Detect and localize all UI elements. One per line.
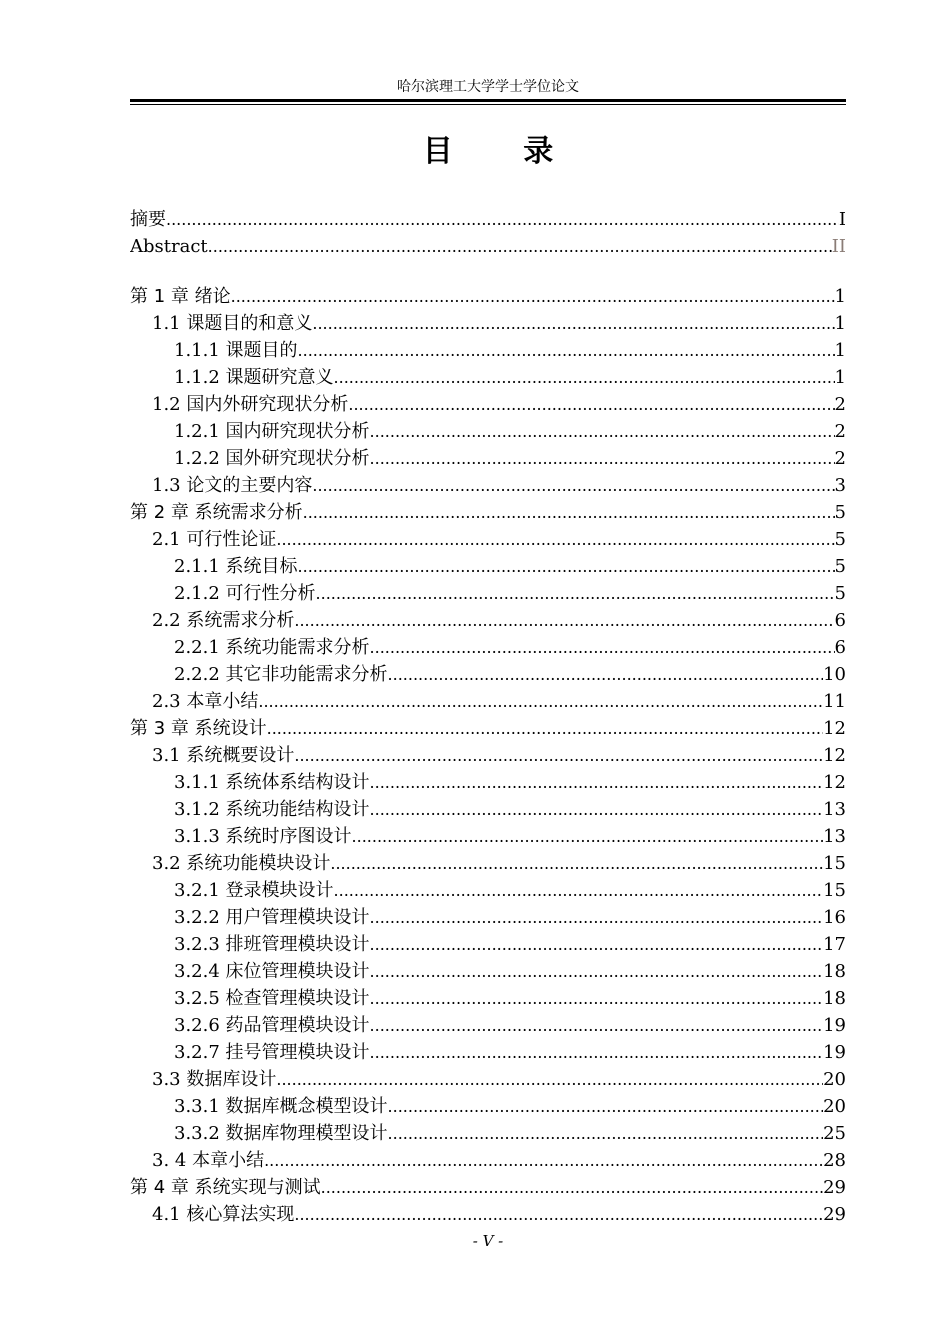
toc-entry-page-number: 1 [834, 367, 846, 388]
toc-dot-leader [334, 364, 835, 391]
toc-entry-page-number: 18 [823, 961, 846, 982]
toc-entry[interactable] [130, 661, 846, 688]
page-title: 目 录 [422, 134, 584, 169]
toc-dot-leader [370, 445, 835, 472]
toc-entry[interactable] [130, 796, 846, 823]
toc-entry[interactable] [130, 904, 846, 931]
toc-entry-page-number: 15 [823, 853, 846, 874]
toc-entry-label: 1.2.2 国外研究现状分析 [174, 448, 370, 469]
toc-entry-label: 2.2.2 其它非功能需求分析 [174, 664, 388, 685]
toc-entry[interactable] [130, 553, 846, 580]
toc-entry-page-number: 2 [834, 394, 846, 415]
toc-dot-leader [352, 823, 824, 850]
toc-entry-label: 4.1 核心算法实现 [152, 1204, 295, 1225]
toc-entry-page-number: 13 [823, 826, 846, 847]
toc-entry[interactable] [130, 634, 846, 661]
toc-entry-label: 3.1 系统概要设计 [152, 745, 295, 766]
toc-entry-page-number: 5 [834, 556, 846, 577]
toc-entry[interactable] [130, 1012, 846, 1039]
toc-entry-label: 第 1 章 绪论 [130, 286, 231, 307]
toc-dot-leader [370, 769, 824, 796]
toc-entry-label: 1.1.1 课题目的 [174, 340, 298, 361]
toc-entry-page-number: 5 [834, 502, 846, 523]
toc-entry-label: 2.1 可行性论证 [152, 529, 277, 550]
toc-dot-leader [370, 418, 835, 445]
toc-entry-label: 3.2.2 用户管理模块设计 [174, 907, 370, 928]
toc-entry-label: 2.3 本章小结 [152, 691, 259, 712]
toc-entry[interactable] [130, 283, 846, 310]
toc-entry-label: 3.1.1 系统体系结构设计 [174, 772, 370, 793]
toc-dot-leader [258, 688, 823, 715]
toc-entry[interactable] [130, 958, 846, 985]
toc-dot-leader [294, 1201, 823, 1228]
toc-entry-label: 1.1 课题目的和意义 [152, 313, 313, 334]
toc-entry[interactable] [130, 1147, 846, 1174]
toc-entry[interactable] [130, 580, 846, 607]
toc-entry-label: 3.3 数据库设计 [152, 1069, 277, 1090]
toc-entry-label: 第 2 章 系统需求分析 [130, 502, 303, 523]
toc-entry[interactable] [130, 364, 846, 391]
toc-dot-leader [312, 472, 834, 499]
toc-entry-page-number: 12 [823, 718, 846, 739]
toc-entry[interactable] [130, 1039, 846, 1066]
toc-entry-page-number: 25 [823, 1123, 846, 1144]
toc-entry-page-number: I [838, 209, 846, 230]
toc-dot-leader [330, 850, 823, 877]
toc-dot-leader [370, 958, 824, 985]
toc-dot-leader [388, 1093, 824, 1120]
toc-entry-page-number: 15 [823, 880, 846, 901]
toc-entry[interactable] [130, 823, 846, 850]
toc-entry-page-number: II [831, 236, 846, 257]
toc-entry-label: 1.1.2 课题研究意义 [174, 367, 334, 388]
toc-dot-leader [370, 985, 824, 1012]
toc-entry-label: 3.2.5 检查管理模块设计 [174, 988, 370, 1009]
table-of-contents [130, 206, 846, 1228]
toc-entry-page-number: 6 [834, 610, 846, 631]
toc-entry-page-number: 29 [823, 1204, 846, 1225]
toc-entry-page-number: 28 [823, 1150, 846, 1171]
toc-entry-label: 第 3 章 系统设计 [130, 718, 267, 739]
toc-entry[interactable] [130, 769, 846, 796]
toc-entry-label: 3.2.4 床位管理模块设计 [174, 961, 370, 982]
toc-dot-leader [321, 1174, 823, 1201]
toc-entry-label: 2.2.1 系统功能需求分析 [174, 637, 370, 658]
toc-entry[interactable] [130, 1201, 846, 1228]
toc-entry-page-number: 12 [823, 772, 846, 793]
running-header: 哈尔滨理工大学学士学位论文 [397, 79, 579, 95]
toc-dot-leader [370, 634, 835, 661]
toc-entry[interactable] [130, 1093, 846, 1120]
toc-dot-leader [370, 796, 824, 823]
header-rule-thin [130, 104, 846, 105]
toc-entry[interactable] [130, 931, 846, 958]
toc-dot-leader [294, 607, 834, 634]
toc-dot-leader [316, 580, 835, 607]
toc-entry-page-number: 3 [834, 475, 846, 496]
toc-dot-leader [303, 499, 835, 526]
toc-entry[interactable] [130, 688, 846, 715]
toc-entry[interactable] [130, 206, 846, 233]
toc-entry[interactable] [130, 310, 846, 337]
toc-dot-leader [370, 931, 824, 958]
toc-entry-page-number: 5 [834, 529, 846, 550]
toc-entry-label: 2.1.2 可行性分析 [174, 583, 316, 604]
toc-dot-leader [276, 1066, 823, 1093]
toc-entry[interactable] [130, 337, 846, 364]
toc-dot-leader [294, 742, 823, 769]
toc-dot-leader [166, 206, 839, 233]
toc-entry[interactable] [130, 607, 846, 634]
toc-entry-label: 3.1.2 系统功能结构设计 [174, 799, 370, 820]
toc-entry[interactable] [130, 877, 846, 904]
toc-entry[interactable] [130, 715, 846, 742]
toc-entry[interactable] [130, 472, 846, 499]
toc-entry-label: 3.2.1 登录模块设计 [174, 880, 334, 901]
toc-dot-leader [370, 1039, 824, 1066]
toc-dot-leader [208, 233, 832, 260]
toc-entry[interactable] [130, 985, 846, 1012]
toc-entry[interactable] [130, 233, 846, 260]
toc-dot-leader [298, 553, 835, 580]
toc-entry-page-number: 17 [823, 934, 846, 955]
toc-entry-label: 3.2.7 挂号管理模块设计 [174, 1042, 370, 1063]
toc-dot-leader [276, 526, 834, 553]
toc-entry[interactable] [130, 850, 846, 877]
toc-entry-page-number: 19 [823, 1015, 846, 1036]
toc-entry-page-number: 1 [834, 340, 846, 361]
toc-entry[interactable] [130, 1120, 846, 1147]
toc-entry-page-number: 20 [823, 1096, 846, 1117]
toc-entry-label: 3. 4 本章小结 [152, 1150, 265, 1171]
toc-entry-page-number: 2 [834, 421, 846, 442]
toc-entry-page-number: 13 [823, 799, 846, 820]
toc-entry[interactable] [130, 742, 846, 769]
toc-entry-page-number: 29 [823, 1177, 846, 1198]
toc-entry[interactable] [130, 418, 846, 445]
toc-entry-page-number: 16 [823, 907, 846, 928]
toc-entry-page-number: 18 [823, 988, 846, 1009]
toc-entry[interactable] [130, 526, 846, 553]
toc-entry-label: 第 4 章 系统实现与测试 [130, 1177, 321, 1198]
toc-entry-page-number: 19 [823, 1042, 846, 1063]
toc-entry-page-number: 6 [834, 637, 846, 658]
toc-entry-label: 2.2 系统需求分析 [152, 610, 295, 631]
toc-entry-page-number: 1 [834, 313, 846, 334]
toc-entry-label: 3.2.3 排班管理模块设计 [174, 934, 370, 955]
toc-dot-leader [370, 904, 824, 931]
toc-entry-label: 3.3.1 数据库概念模型设计 [174, 1096, 388, 1117]
toc-entry[interactable] [130, 445, 846, 472]
toc-entry-page-number: 10 [823, 664, 846, 685]
toc-entry[interactable] [130, 1174, 846, 1201]
toc-dot-leader [334, 877, 824, 904]
toc-dot-leader [231, 283, 835, 310]
toc-entry-page-number: 1 [834, 286, 846, 307]
toc-entry[interactable] [130, 1066, 846, 1093]
toc-dot-leader [298, 337, 835, 364]
toc-dot-leader [388, 1120, 824, 1147]
page-number-footer: - V - [472, 1232, 504, 1250]
toc-dot-leader [388, 661, 824, 688]
toc-entry-label: 3.2.6 药品管理模块设计 [174, 1015, 370, 1036]
toc-entry-label: 2.1.1 系统目标 [174, 556, 298, 577]
toc-entry-page-number: 11 [823, 691, 846, 712]
toc-entry[interactable] [130, 391, 846, 418]
toc-entry-label: 1.2.1 国内研究现状分析 [174, 421, 370, 442]
toc-entry-label: 摘要 [130, 209, 166, 230]
toc-entry-label: 1.2 国内外研究现状分析 [152, 394, 349, 415]
toc-entry-label: 3.2 系统功能模块设计 [152, 853, 331, 874]
toc-entry-page-number: 12 [823, 745, 846, 766]
toc-entry-label: 1.3 论文的主要内容 [152, 475, 313, 496]
toc-entry-label: 3.1.3 系统时序图设计 [174, 826, 352, 847]
toc-entry[interactable] [130, 499, 846, 526]
toc-entry-label: 3.3.2 数据库物理模型设计 [174, 1123, 388, 1144]
toc-entry-page-number: 20 [823, 1069, 846, 1090]
toc-entry-page-number: 5 [834, 583, 846, 604]
toc-entry-label: Abstract [130, 236, 208, 257]
toc-dot-leader [312, 310, 834, 337]
toc-entry-page-number: 2 [834, 448, 846, 469]
toc-dot-leader [370, 1012, 824, 1039]
toc-dot-leader [348, 391, 834, 418]
toc-dot-leader [267, 715, 823, 742]
header-rule-thick [130, 99, 846, 102]
toc-dot-leader [264, 1147, 823, 1174]
